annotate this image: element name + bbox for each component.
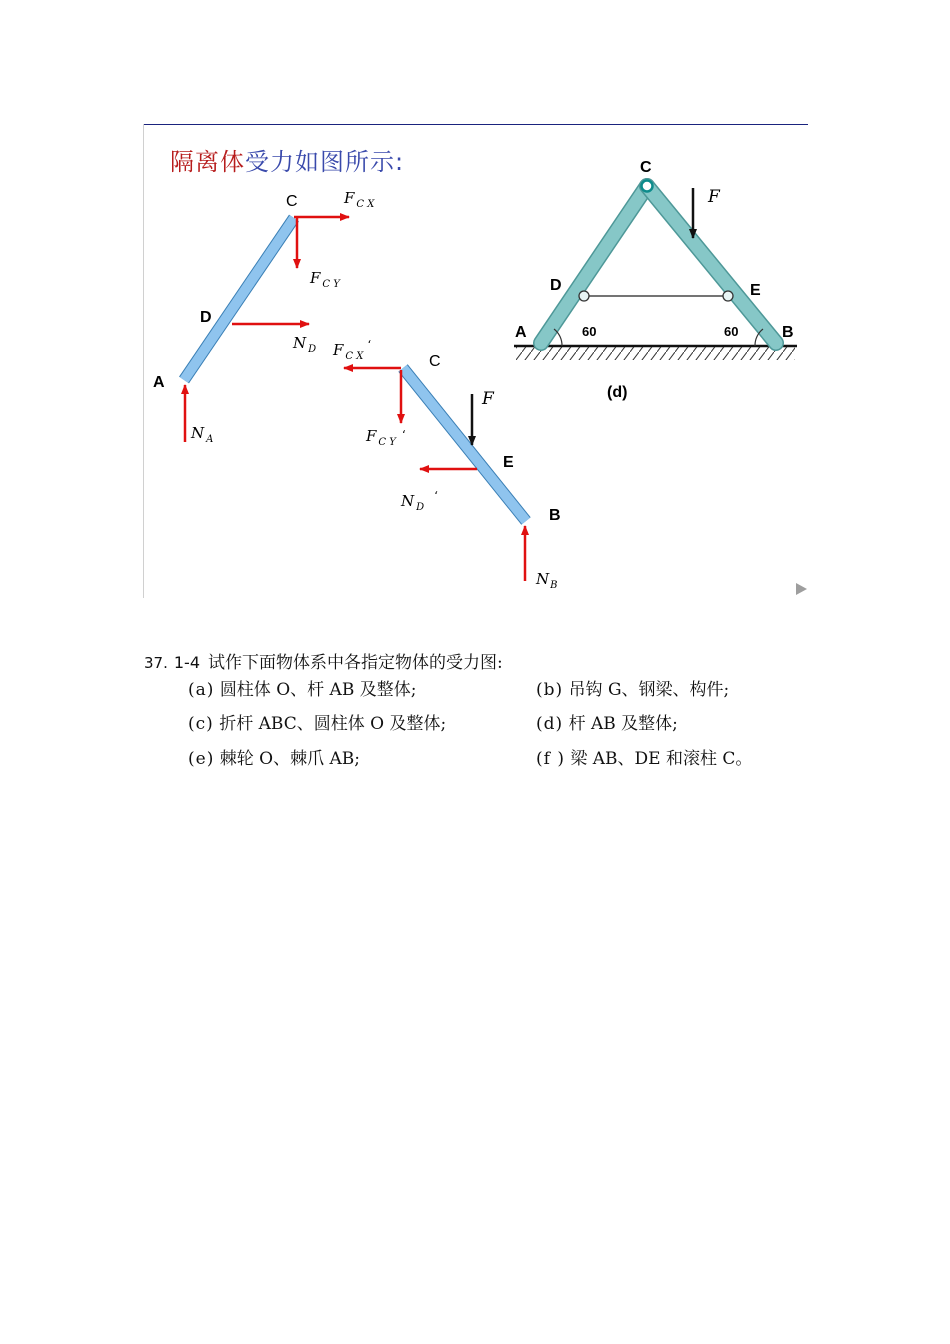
pin-e [723,291,733,301]
label-fcx: F $_{C X}$ [344,189,375,210]
member-ac-fill [541,186,647,343]
problem-code: 1-4 [173,653,200,672]
d-angle-left: 60 [582,324,597,339]
d-label-a: A [515,324,527,341]
pin-d [579,291,589,301]
slide-title-part1: 隔离体 [170,148,245,176]
label-b-right: B [549,507,561,524]
d-label-b: B [782,324,794,341]
item-d: (d) 杆 AB 及整体; [536,714,678,734]
item-b: (b) 吊钩 G、钢梁、构件; [536,680,730,700]
problem-number: 37. [144,654,168,672]
slide-title-part2: 受力如图所示 [245,148,395,176]
slide-title-colon: : [395,148,405,176]
d-angle-right: 60 [724,324,739,339]
d-caption: (d) [607,384,628,401]
item-e: (e) 棘轮 O、棘爪 AB; [188,749,360,769]
label-a: A [153,374,165,391]
item-c: (c) 折杆 ABC、圆柱体 O 及整体; [188,714,447,734]
item-a: (a) 圆柱体 O、杆 AB 及整体; [188,680,417,700]
label-c-left: C [286,193,298,210]
diagram-d [514,159,797,401]
label-f-load: F [482,389,494,409]
next-slide-icon[interactable] [794,582,808,596]
hinge-c [642,181,653,192]
slide-figure [143,124,808,598]
label-fcy: F $_{C Y}$ [310,269,340,290]
problem-heading [144,648,503,673]
label-na: N $_A$ [191,424,214,445]
free-body-diagrams [144,124,808,598]
d-label-c: C [640,159,652,176]
d-label-e: E [750,282,761,299]
label-fcx-prime: F $_{C X}$‘ [333,338,372,362]
bar-cb-fill [403,368,526,521]
label-d-left: D [200,309,212,326]
label-e-right: E [503,454,514,471]
label-nd: N $_D$ [293,334,317,355]
label-fcy-prime: F $_{C Y}$‘ [366,427,406,448]
label-nb: $N_B$ [536,570,558,591]
problem-text: 试作下面物体系中各指定物体的受力图: [208,653,503,673]
label-c-right: C [429,353,441,370]
d-label-d: D [550,277,562,294]
item-f: (f ) 梁 AB、DE 和滚柱 C。 [536,749,753,769]
label-nd-prime: N $_D$‘ [401,489,438,513]
bar-ac-fill [184,218,294,380]
member-cb-fill [647,186,776,343]
ground-hatch [516,346,795,360]
d-label-f: F [708,187,720,207]
